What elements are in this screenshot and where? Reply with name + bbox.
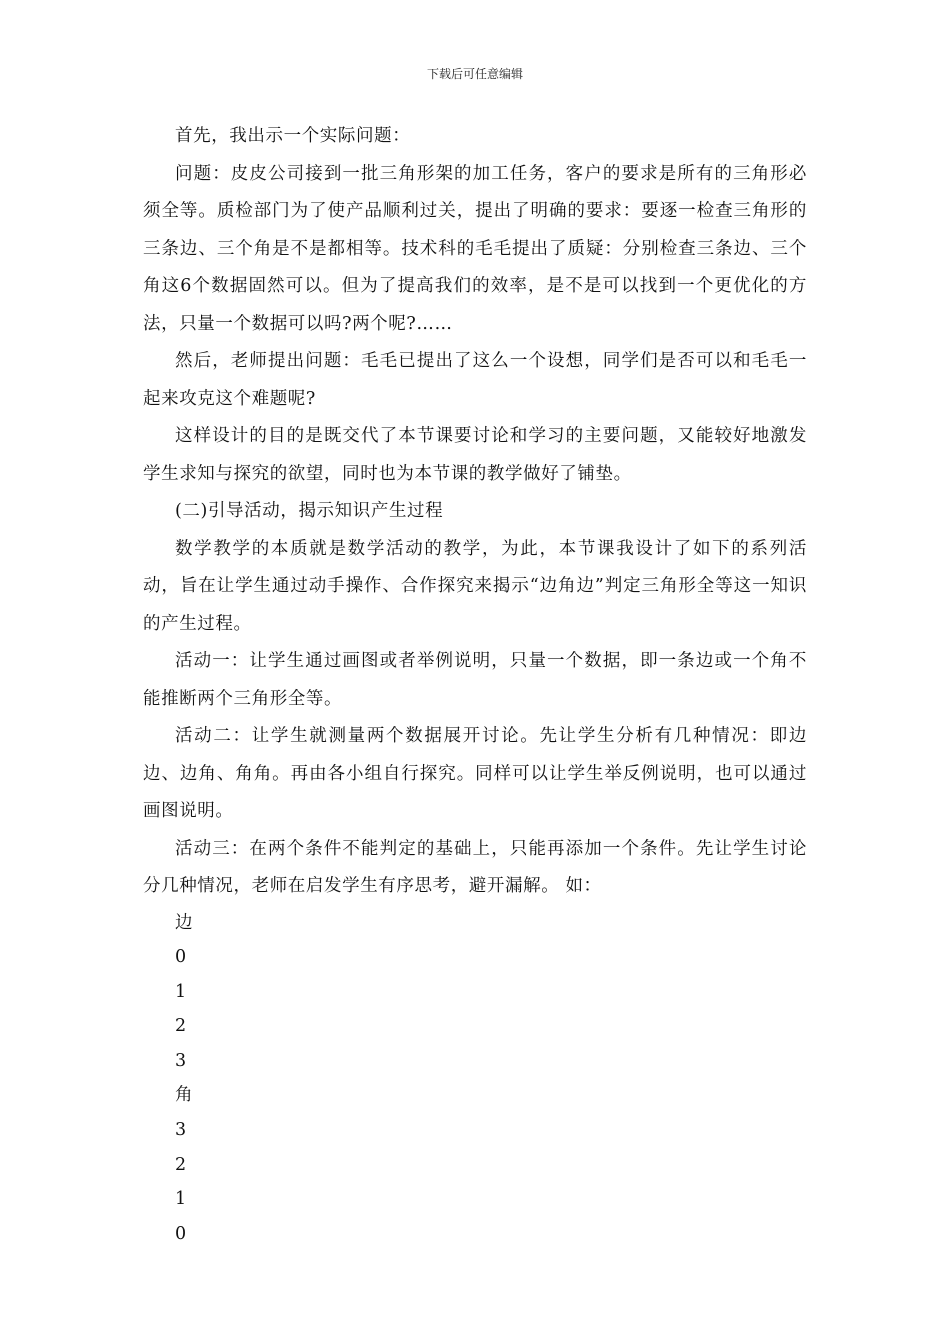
side-value: 0 xyxy=(175,947,187,968)
angle-value: 3 xyxy=(175,1120,187,1141)
angle-value: 2 xyxy=(175,1154,187,1175)
paragraph: 数学教学的本质就是数学活动的教学，为此，本节课我设计了如下的系列活动，旨在让学生通过动手操作、合作探究来揭示“边角边”判定三角形全等这一知识的产生过程。 xyxy=(143,538,807,634)
side-value: 3 xyxy=(175,1050,187,1071)
angle-label: 角 xyxy=(175,1085,193,1106)
paragraph: 活动二：让学生就测量两个数据展开讨论。先让学生分析有几种情况：即边边、边角、角角。再由各小组自行探究。同样可以让学生举反例说明，也可以通过画图说明。 xyxy=(143,726,807,821)
section-heading: (二)引导活动，揭示知识产生过程 xyxy=(175,501,444,521)
paragraph: 这样设计的目的是既交代了本节课要讨论和学习的主要问题，又能较好地激发学生求知与探究的欲望，同时也为本节课的教学做好了铺垫。 xyxy=(143,426,807,484)
paragraph: 首先，我出示一个实际问题： xyxy=(175,126,411,146)
side-label: 边 xyxy=(175,912,193,933)
page-header: 下载后可任意编辑 xyxy=(426,67,523,81)
side-value: 1 xyxy=(175,981,187,1002)
angle-value: 1 xyxy=(175,1189,187,1210)
angle-value: 0 xyxy=(175,1223,187,1244)
side-value: 2 xyxy=(175,1016,187,1037)
document-body xyxy=(143,118,807,1251)
paragraph: 然后，老师提出问题：毛毛已提出了这么一个设想，同学们是否可以和毛毛一起来攻克这个难题呢? xyxy=(143,351,807,409)
condition-table xyxy=(143,906,807,1252)
paragraph: 问题：皮皮公司接到一批三角形架的加工任务，客户的要求是所有的三角形必须全等。质检部门为了使产品顺利过关，提出了明确的要求：要逐一检查三角形的三条边、三个角是不是都相等。技术科的毛毛提出了质疑：分别检查三条边、三个角这6个数据固然可以。但为了提高我们的效率，是不是可以找到一个更优化的方法，只量一个数据可以吗?两个呢?…… xyxy=(143,163,807,334)
paragraph: 活动三：在两个条件不能判定的基础上，只能再添加一个条件。先让学生讨论分几种情况，老师在启发学生有序思考，避开漏解。 如： xyxy=(143,838,807,896)
paragraph: 活动一：让学生通过画图或者举例说明，只量一个数据，即一条边或一个角不能推断两个三角形全等。 xyxy=(143,651,807,709)
